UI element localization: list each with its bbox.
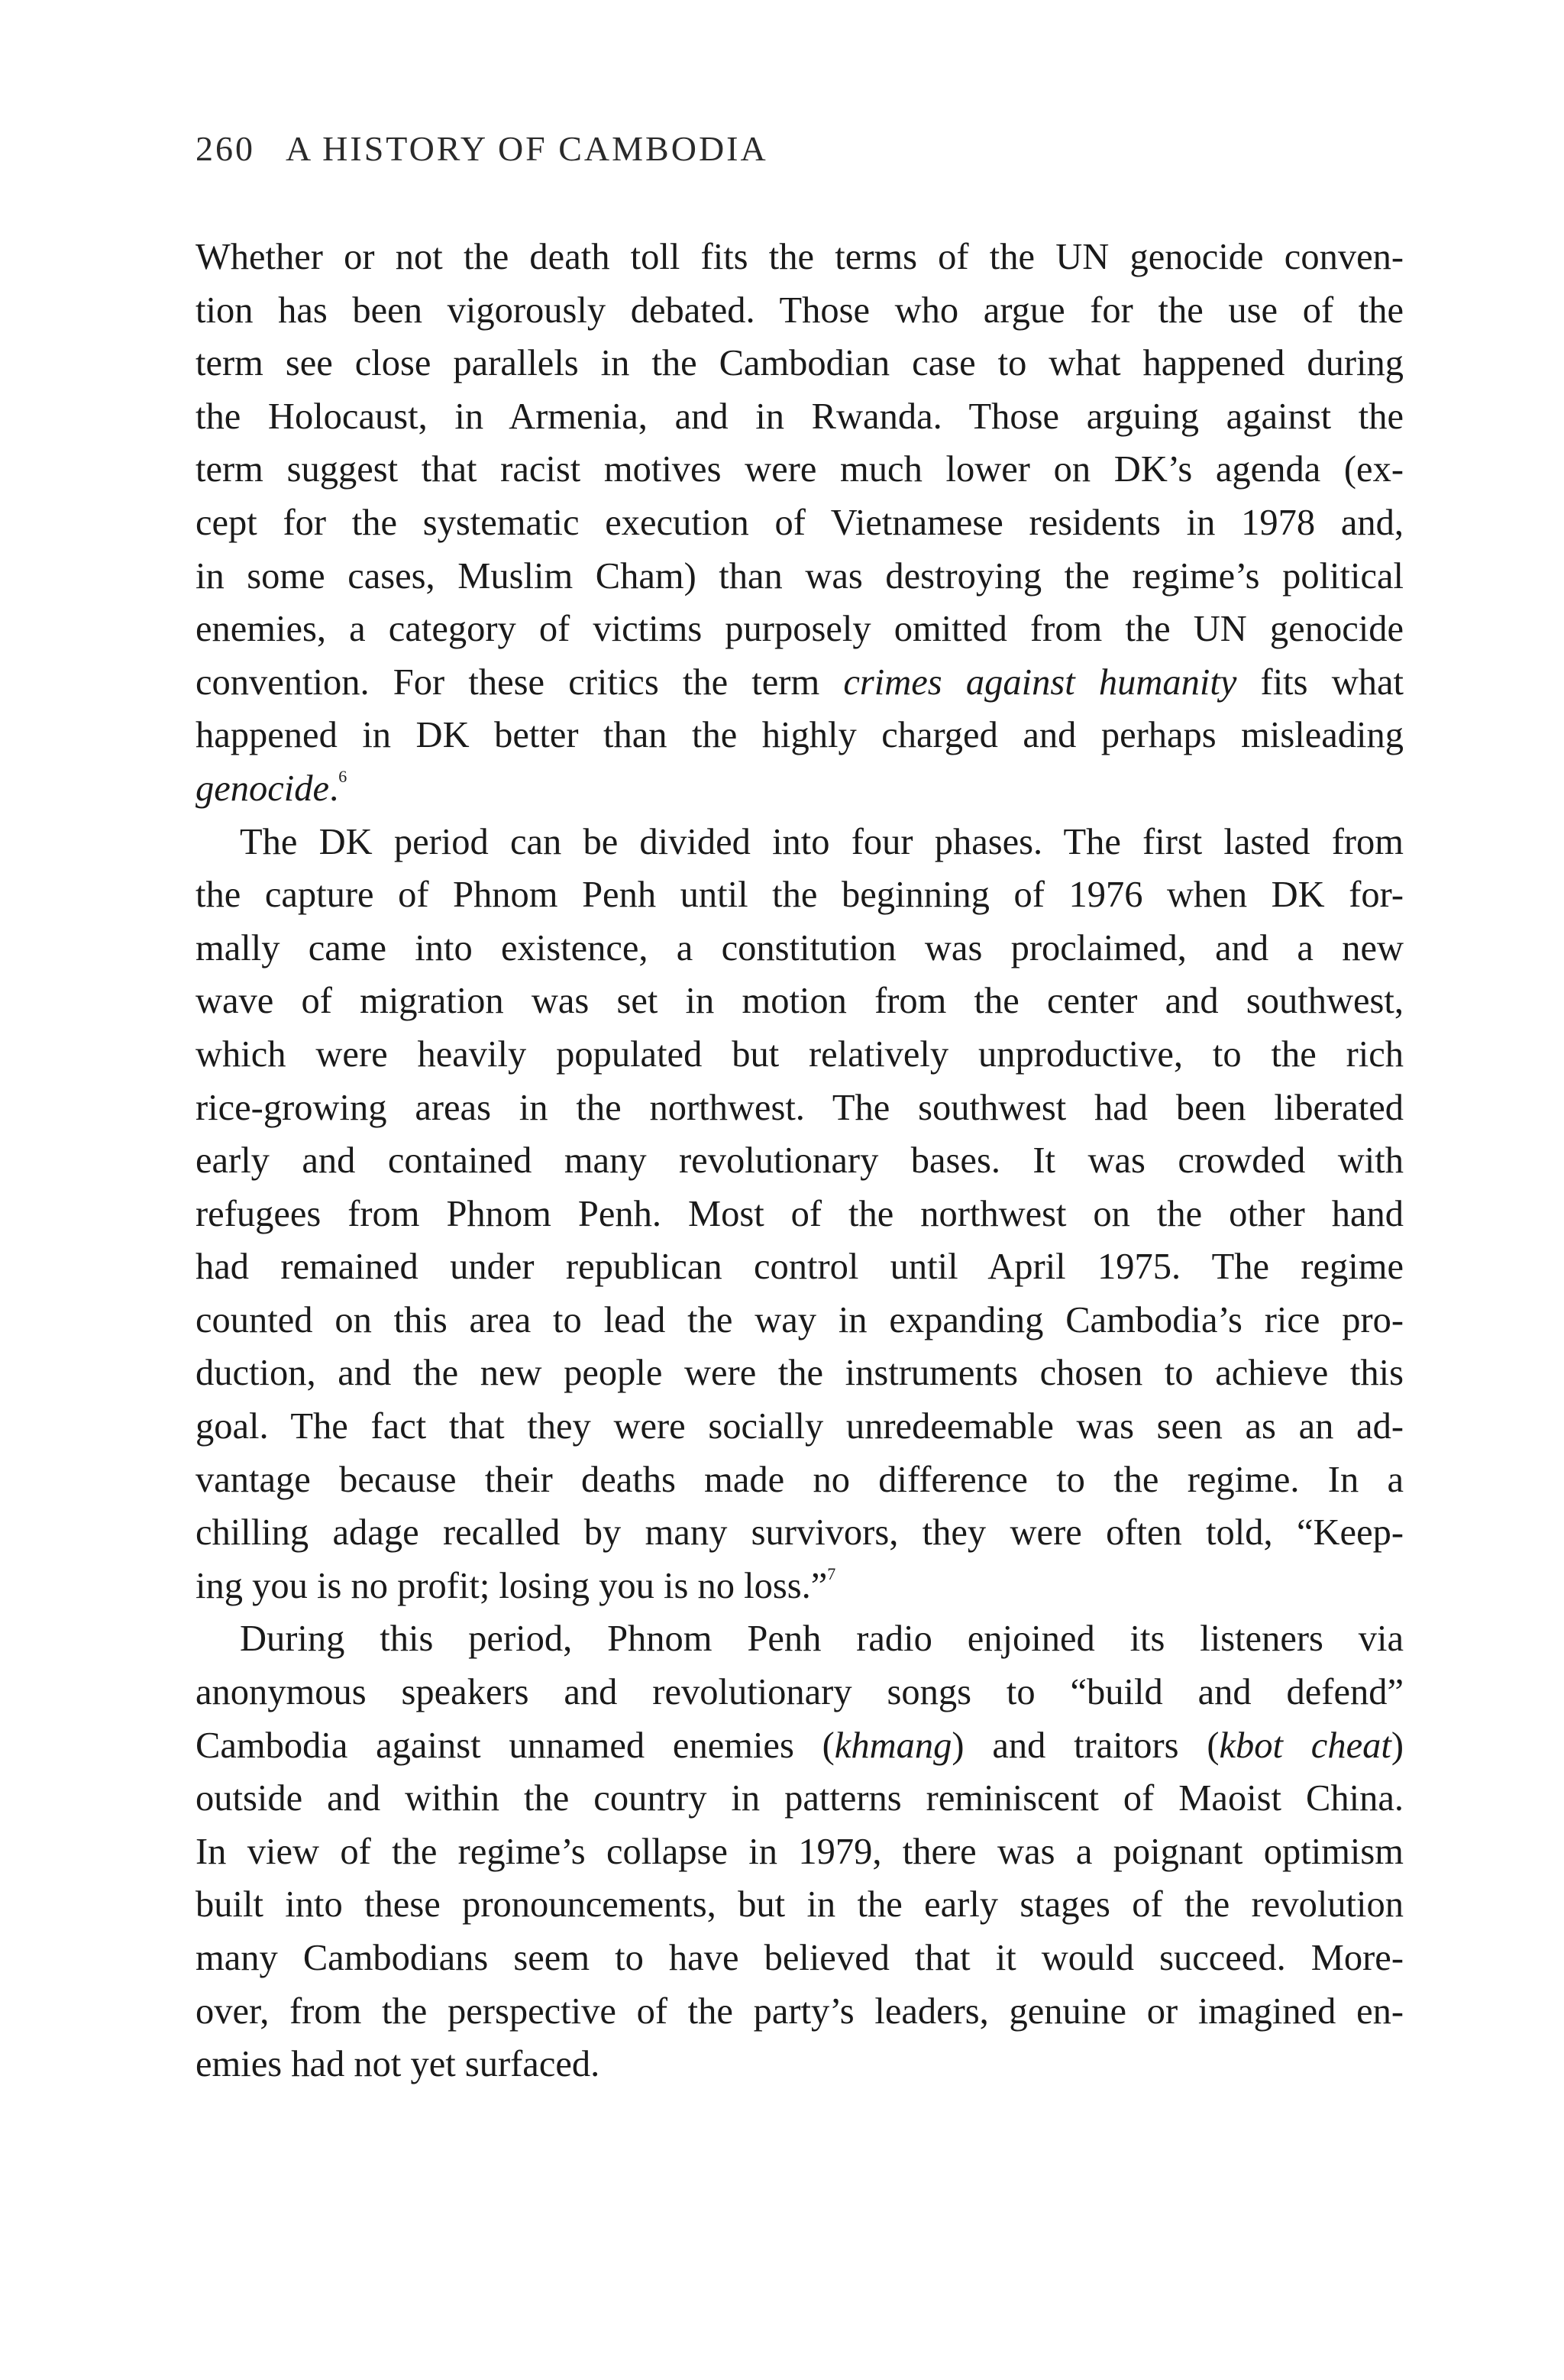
text-line: had remained under republican control until April 1975. The regime (196, 1247, 1404, 1288)
text-segment: . (329, 768, 339, 809)
text-line: many Cambodians seem to have believed that it would succeed. More- (196, 1938, 1404, 1978)
text-line: built into these pronouncements, but in the early stages of the revolution (196, 1884, 1404, 1926)
text-line: enemies, a category of victims purposely omitted from the UN genocide (196, 609, 1404, 650)
text-segment: fits what (1236, 661, 1404, 703)
footnote-marker[interactable]: 7 (827, 1563, 836, 1583)
text-line: counted on this area to lead the way in expanding Cambodia’s rice pro- (196, 1299, 1404, 1340)
text-line: emies had not yet surfaced. (196, 2044, 600, 2085)
text-line: happened in DK better than the highly charged and perhaps misleading (196, 715, 1404, 756)
text-line (196, 762, 1404, 816)
italic-term: khmang (834, 1725, 952, 1766)
text-line (196, 656, 1404, 710)
running-head (196, 128, 768, 169)
text-segment: ing you is no profit; losing you is no loss.” (196, 1565, 828, 1606)
footnote-marker[interactable]: 6 (338, 766, 347, 786)
text-line: vantage because their deaths made no difference to the regime. In a (196, 1459, 1404, 1500)
text-line: the Holocaust, in Armenia, and in Rwanda. Those arguing against the (196, 396, 1404, 437)
text-line: mally came into existence, a constitution was proclaimed, and a new (196, 927, 1404, 968)
text-line: tion has been vigorously debated. Those who argue for the use of the (196, 289, 1404, 331)
paragraph-3 (196, 1612, 1404, 2091)
text-line: Whether or not the death toll fits the terms of the UN genocide conven- (196, 237, 1404, 277)
text-line: early and contained many revolutionary bases. It was crowded with (196, 1140, 1404, 1182)
book-title: A HISTORY OF CAMBODIA (286, 129, 768, 168)
text-line: wave of migration was set in motion from the center and southwest, (196, 981, 1404, 1022)
text-line: term suggest that racist motives were much lower on DK’s agenda (ex- (196, 449, 1404, 490)
text-line (196, 1719, 1404, 1773)
text-line: The DK period can be divided into four phases. The first lasted from (240, 821, 1404, 862)
body-text (196, 231, 1404, 2091)
text-line: in some cases, Muslim Cham) than was destroying the regime’s political (196, 555, 1404, 597)
text-line: term see close parallels in the Cambodian case to what happened during (196, 343, 1404, 384)
paragraph-2 (196, 816, 1404, 1613)
italic-term: genocide (196, 768, 330, 809)
text-line: In view of the regime’s collapse in 1979, there was a poignant optimism (196, 1831, 1404, 1872)
page-number: 260 (196, 129, 255, 168)
text-line (196, 1560, 1404, 1613)
text-line: outside and within the country in patterns reminiscent of Maoist China. (196, 1778, 1404, 1819)
text-line: During this period, Phnom Penh radio enjoined its listeners via (240, 1618, 1404, 1660)
text-segment: convention. For these critics the term (196, 661, 844, 703)
italic-term: crimes against humanity (843, 661, 1237, 703)
paragraph-1 (196, 231, 1404, 816)
text-line: goal. The fact that they were socially unredeemable was seen as an ad- (196, 1406, 1404, 1447)
text-line: the capture of Phnom Penh until the beginning of 1976 when DK for- (196, 875, 1404, 916)
text-segment: ) and traitors ( (952, 1725, 1220, 1766)
text-line: anonymous speakers and revolutionary songs to “build and defend” (196, 1672, 1404, 1713)
text-line: duction, and the new people were the instruments chosen to achieve this (196, 1353, 1404, 1394)
text-line: rice-growing areas in the northwest. The southwest had been liberated (196, 1087, 1404, 1128)
text-line: over, from the perspective of the party’s leaders, genuine or imagined en- (196, 1990, 1404, 2032)
text-line: refugees from Phnom Penh. Most of the northwest on the other hand (196, 1193, 1404, 1234)
italic-term: kbot cheat (1219, 1725, 1391, 1766)
text-line: cept for the systematic execution of Vietnamese residents in 1978 and, (196, 502, 1404, 543)
text-segment: Cambodia against unnamed enemies ( (196, 1725, 835, 1766)
text-segment: ) (1391, 1725, 1404, 1766)
text-line: chilling adage recalled by many survivors, they were often told, “Keep- (196, 1512, 1404, 1554)
text-line: which were heavily populated but relatively unproductive, to the rich (196, 1033, 1404, 1075)
